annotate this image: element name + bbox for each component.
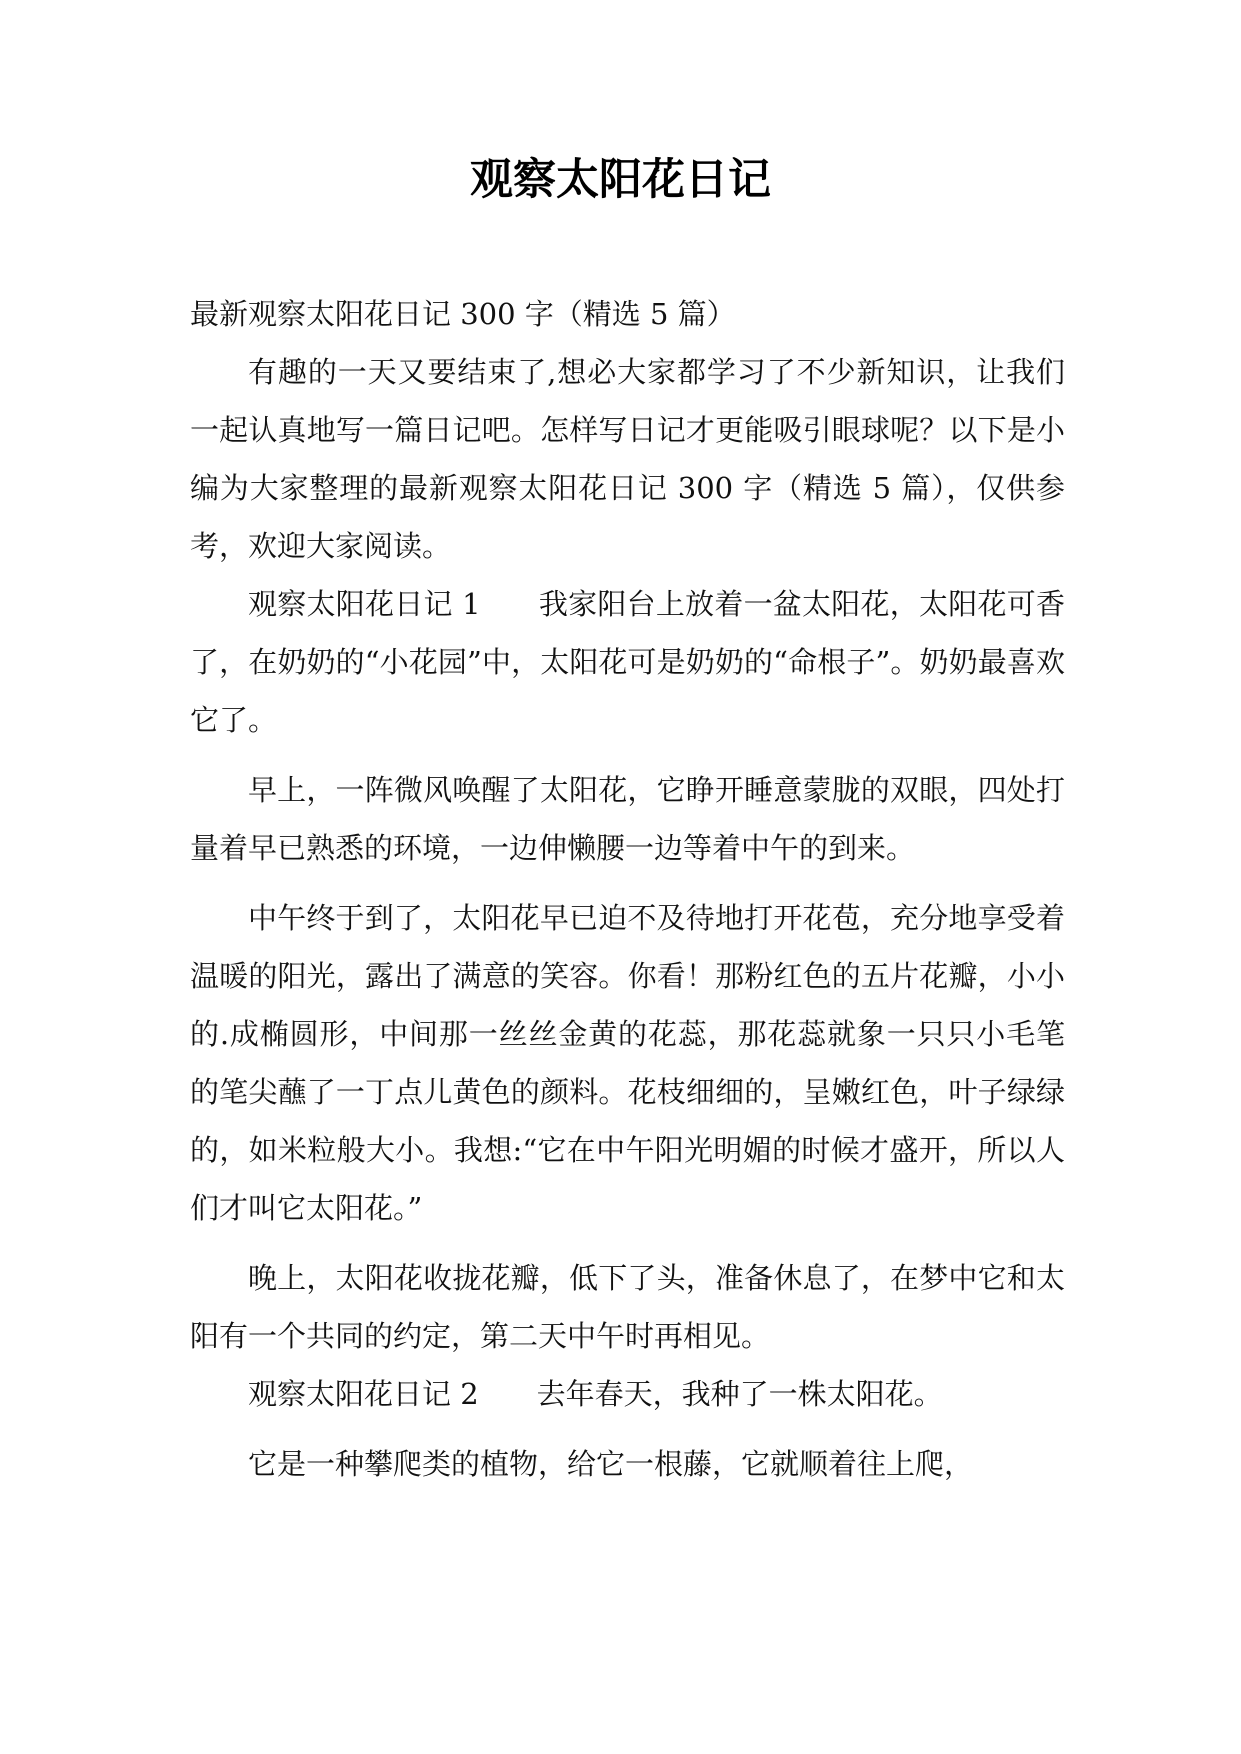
entry-1-paragraph: 中午终于到了，太阳花早已迫不及待地打开花苞，充分地享受着温暖的阳光，露出了满意的笑容。你看！那粉红色的五片花瓣，小小的.成椭圆形，中间那一丝丝金黄的花蕊，那花蕊就象一只只小毛笔的笔尖蘸了一丁点儿黄色的颜料。花枝细细的，呈嫩红色，叶子绿绿的，如米粒般大小。我想:“它在中午阳光明媚的时候才盛开，所以人们才叫它太阳花。” (190, 901, 1065, 1225)
entry-1-paragraph: 早上，一阵微风唤醒了太阳花，它睁开睡意蒙胧的双眼，四处打量着早已熟悉的环境，一边伸懒腰一边等着中午的到来。 (190, 773, 1065, 865)
entry-2-paragraph: 它是一种攀爬类的植物，给它一根藤，它就顺着往上爬， (248, 1447, 974, 1481)
entry-1-paragraph: 晚上，太阳花收拢花瓣，低下了头，准备休息了，在梦中它和太阳有一个共同的约定，第二天中午时再相见。 (190, 1261, 1065, 1353)
intro-paragraph: 有趣的一天又要结束了,想必大家都学习了不少新知识，让我们一起认真地写一篇日记吧。怎样写日记才更能吸引眼球呢？以下是小编为大家整理的最新观察太阳花日记 300 字（精选 5 篇），仅供参考，欢迎大家阅读。 (190, 355, 1065, 563)
entry-2-heading: 观察太阳花日记 2 (248, 1377, 479, 1411)
document-subtitle: 最新观察太阳花日记 300 字（精选 5 篇） (190, 297, 736, 331)
document-body (190, 285, 1065, 1493)
entry-2-opening (190, 1365, 1065, 1423)
entry-1-opening (190, 575, 1065, 749)
entry-2-first-line: 去年春天，我种了一株太阳花。 (536, 1377, 943, 1411)
entry-1-first-line: 我家阳台上放着一盆太阳花，太阳花可香了，在奶奶的“小花园”中，太阳花可是奶奶的“命根子”。奶奶最喜欢它了。 (190, 587, 1065, 737)
entry-1-heading: 观察太阳花日记 1 (248, 587, 481, 621)
document-title: 观察太阳花日记 (470, 155, 771, 205)
